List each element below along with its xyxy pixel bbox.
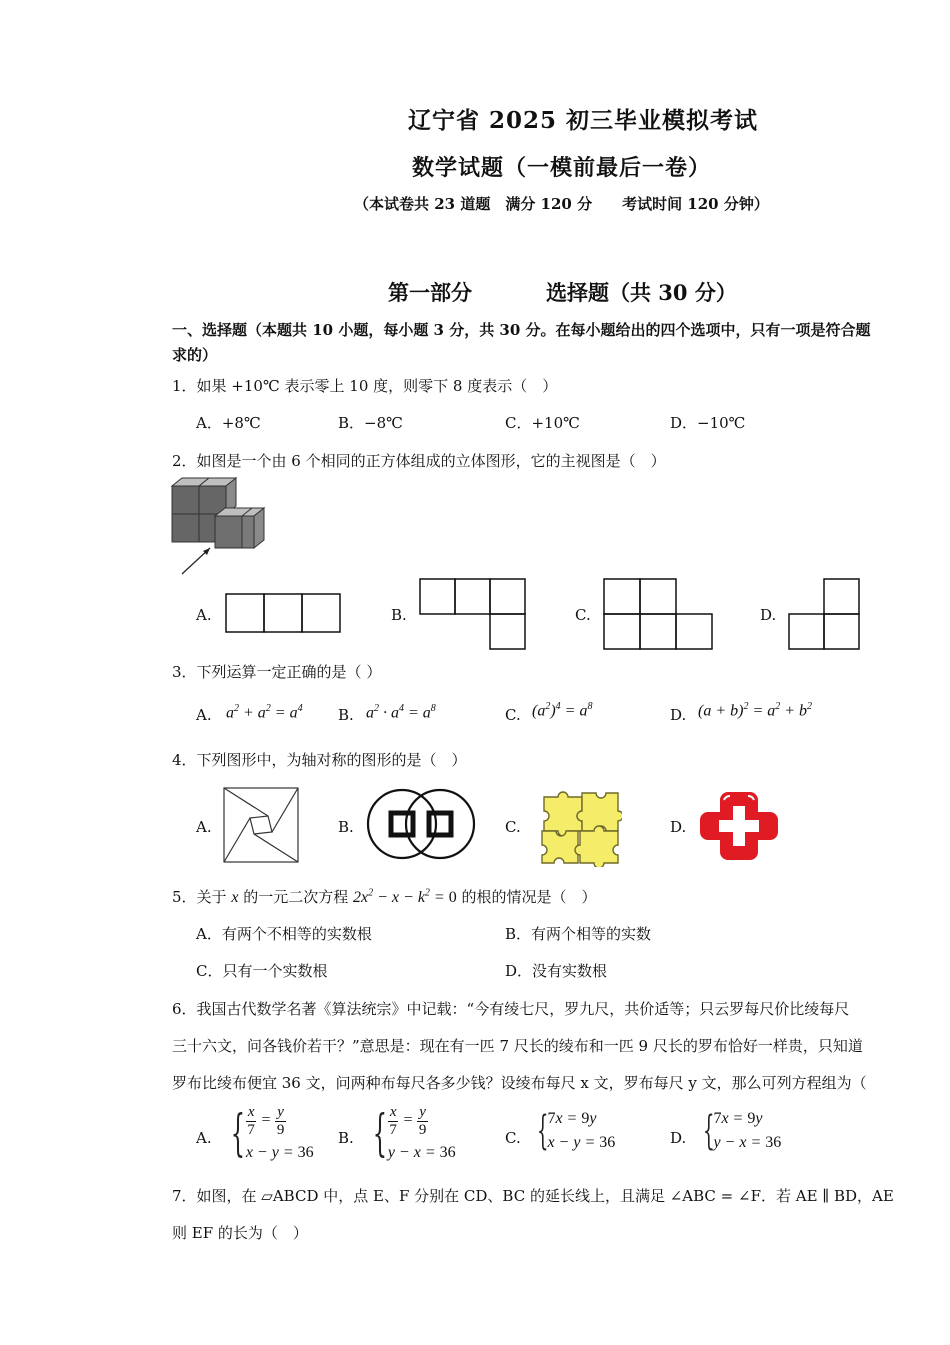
q1-option-d: D．−10℃ [670, 414, 746, 432]
q3-option-b-expr: $a^2 \cdot a^4 = a^8$ [366, 703, 436, 722]
q6-line-3: 罗布比绫布便宜 36 文，问两种布每尺各多少钱？设绫布每尺 x 文，罗布每尺 y 文，那么可列方程组为（ [172, 1074, 867, 1092]
q6-option-b-label: B. [338, 1129, 354, 1147]
q2-option-b-label: B. [391, 606, 407, 624]
exam-title: 辽宁省 2025 初三毕业模拟考试 [408, 107, 759, 134]
q5-stem-mid: 的一元二次方程 [243, 888, 349, 906]
q2-option-a-label: A. [196, 606, 212, 624]
q3-option-a-label: A. [196, 706, 212, 724]
instruction-line-2: 求的） [172, 346, 218, 364]
q2-stem: 2．如图是一个由 6 个相同的正方体组成的立体图形，它的主视图是（ ） [172, 452, 666, 470]
q2-option-d-label: D. [760, 606, 777, 624]
q1-option-c: C．+10℃ [505, 414, 580, 432]
q2-option-d-figure [787, 577, 863, 651]
q7-line-1: 7．如图，在 ▱ABCD 中，点 E、F 分别在 CD、BC 的延长线上，且满足 ∠ABC = ∠F．若 AE ∥ BD，AE [172, 1187, 894, 1205]
q6-option-d-label: D. [670, 1129, 687, 1147]
q2-option-a-figure [224, 592, 344, 634]
q3-option-c-label: C. [505, 706, 521, 724]
q2-option-b-figure [418, 577, 528, 651]
q1-option-a: A．+8℃ [196, 414, 261, 432]
q5-stem-pre: 5．关于 [172, 888, 227, 906]
part-title: 选择题（共 30 分） [546, 280, 737, 305]
q5-option-b: B．有两个相等的实数 [505, 925, 652, 943]
q2-cube-figure [170, 476, 270, 581]
q2-option-c-figure [602, 577, 714, 651]
q3-option-d-expr: $(a + b)^2 = a^2 + b^2$ [698, 701, 813, 720]
exam-info: （本试卷共 23 道题 满分 120 分 考试时间 120 分钟） [354, 195, 769, 213]
q6-option-a-label: A. [196, 1129, 212, 1147]
q6-option-a-system: { $\frac{x}{7}$ = $\frac{y}{9}$ x − y = 36 [230, 1104, 314, 1162]
q4-option-c-figure [538, 787, 622, 867]
q4-option-a-figure [222, 786, 302, 866]
q4-option-b-figure [364, 786, 478, 862]
q5-option-a: A．有两个不相等的实数根 [196, 925, 372, 943]
q7-line-2: 则 EF 的长为（ ） [172, 1224, 308, 1242]
q4-stem: 4．下列图形中，为轴对称的图形的是（ ） [172, 751, 467, 769]
q5-variable: x [231, 889, 239, 906]
q3-option-a-expr: $a^2 + a^2 = a^4$ [226, 703, 303, 722]
q5-equation: $2x^2 - x - k^2 = 0$ [353, 887, 457, 906]
q5-option-d: D．没有实数根 [505, 962, 608, 980]
q3-option-c-expr: $(a^2)^4 = a^8$ [532, 701, 593, 720]
q6-line-1: 6．我国古代数学名著《算法统宗》中记载：“今有绫七尺，罗九尺，共价适等；只云罗每尺价比绫每尺 [172, 1000, 850, 1018]
instruction-line-1: 一、选择题（本题共 10 小题，每小题 3 分，共 30 分。在每小题给出的四个选项中，只有一项是符合题 [172, 321, 871, 339]
q1-stem: 1．如果 +10℃ 表示零上 10 度，则零下 8 度表示（ ） [172, 377, 558, 395]
part-label: 第一部分 [388, 280, 472, 305]
q4-option-a-label: A. [196, 818, 212, 836]
q5-stem [172, 886, 597, 907]
q3-option-b-label: B. [338, 706, 354, 724]
q4-option-b-label: B. [338, 818, 354, 836]
q3-option-d-label: D. [670, 706, 687, 724]
q6-option-c-system: { 7x = 9y x − y = 36 [536, 1108, 616, 1154]
q6-line-2: 三十六文，问各钱价若干？”意思是：现在有一匹 7 尺长的绫布和一匹 9 尺长的罗布恰好一样贵，只知道 [172, 1037, 863, 1055]
q5-option-c: C．只有一个实数根 [196, 962, 328, 980]
q6-option-d-system: { 7x = 9y y − x = 36 [702, 1108, 782, 1154]
q4-option-d-figure [700, 788, 778, 864]
exam-subtitle: 数学试题（一模前最后一卷） [412, 155, 712, 181]
q5-stem-post: 的根的情况是（ ） [461, 888, 597, 906]
q3-stem: 3．下列运算一定正确的是（ ） [172, 663, 382, 681]
q6-option-c-label: C. [505, 1129, 521, 1147]
q4-option-d-label: D. [670, 818, 687, 836]
q6-option-b-system: { $\frac{x}{7}$ = $\frac{y}{9}$ y − x = 36 [372, 1104, 456, 1162]
q1-option-b: B．−8℃ [338, 414, 403, 432]
q4-option-c-label: C. [505, 818, 521, 836]
q2-option-c-label: C. [575, 606, 591, 624]
